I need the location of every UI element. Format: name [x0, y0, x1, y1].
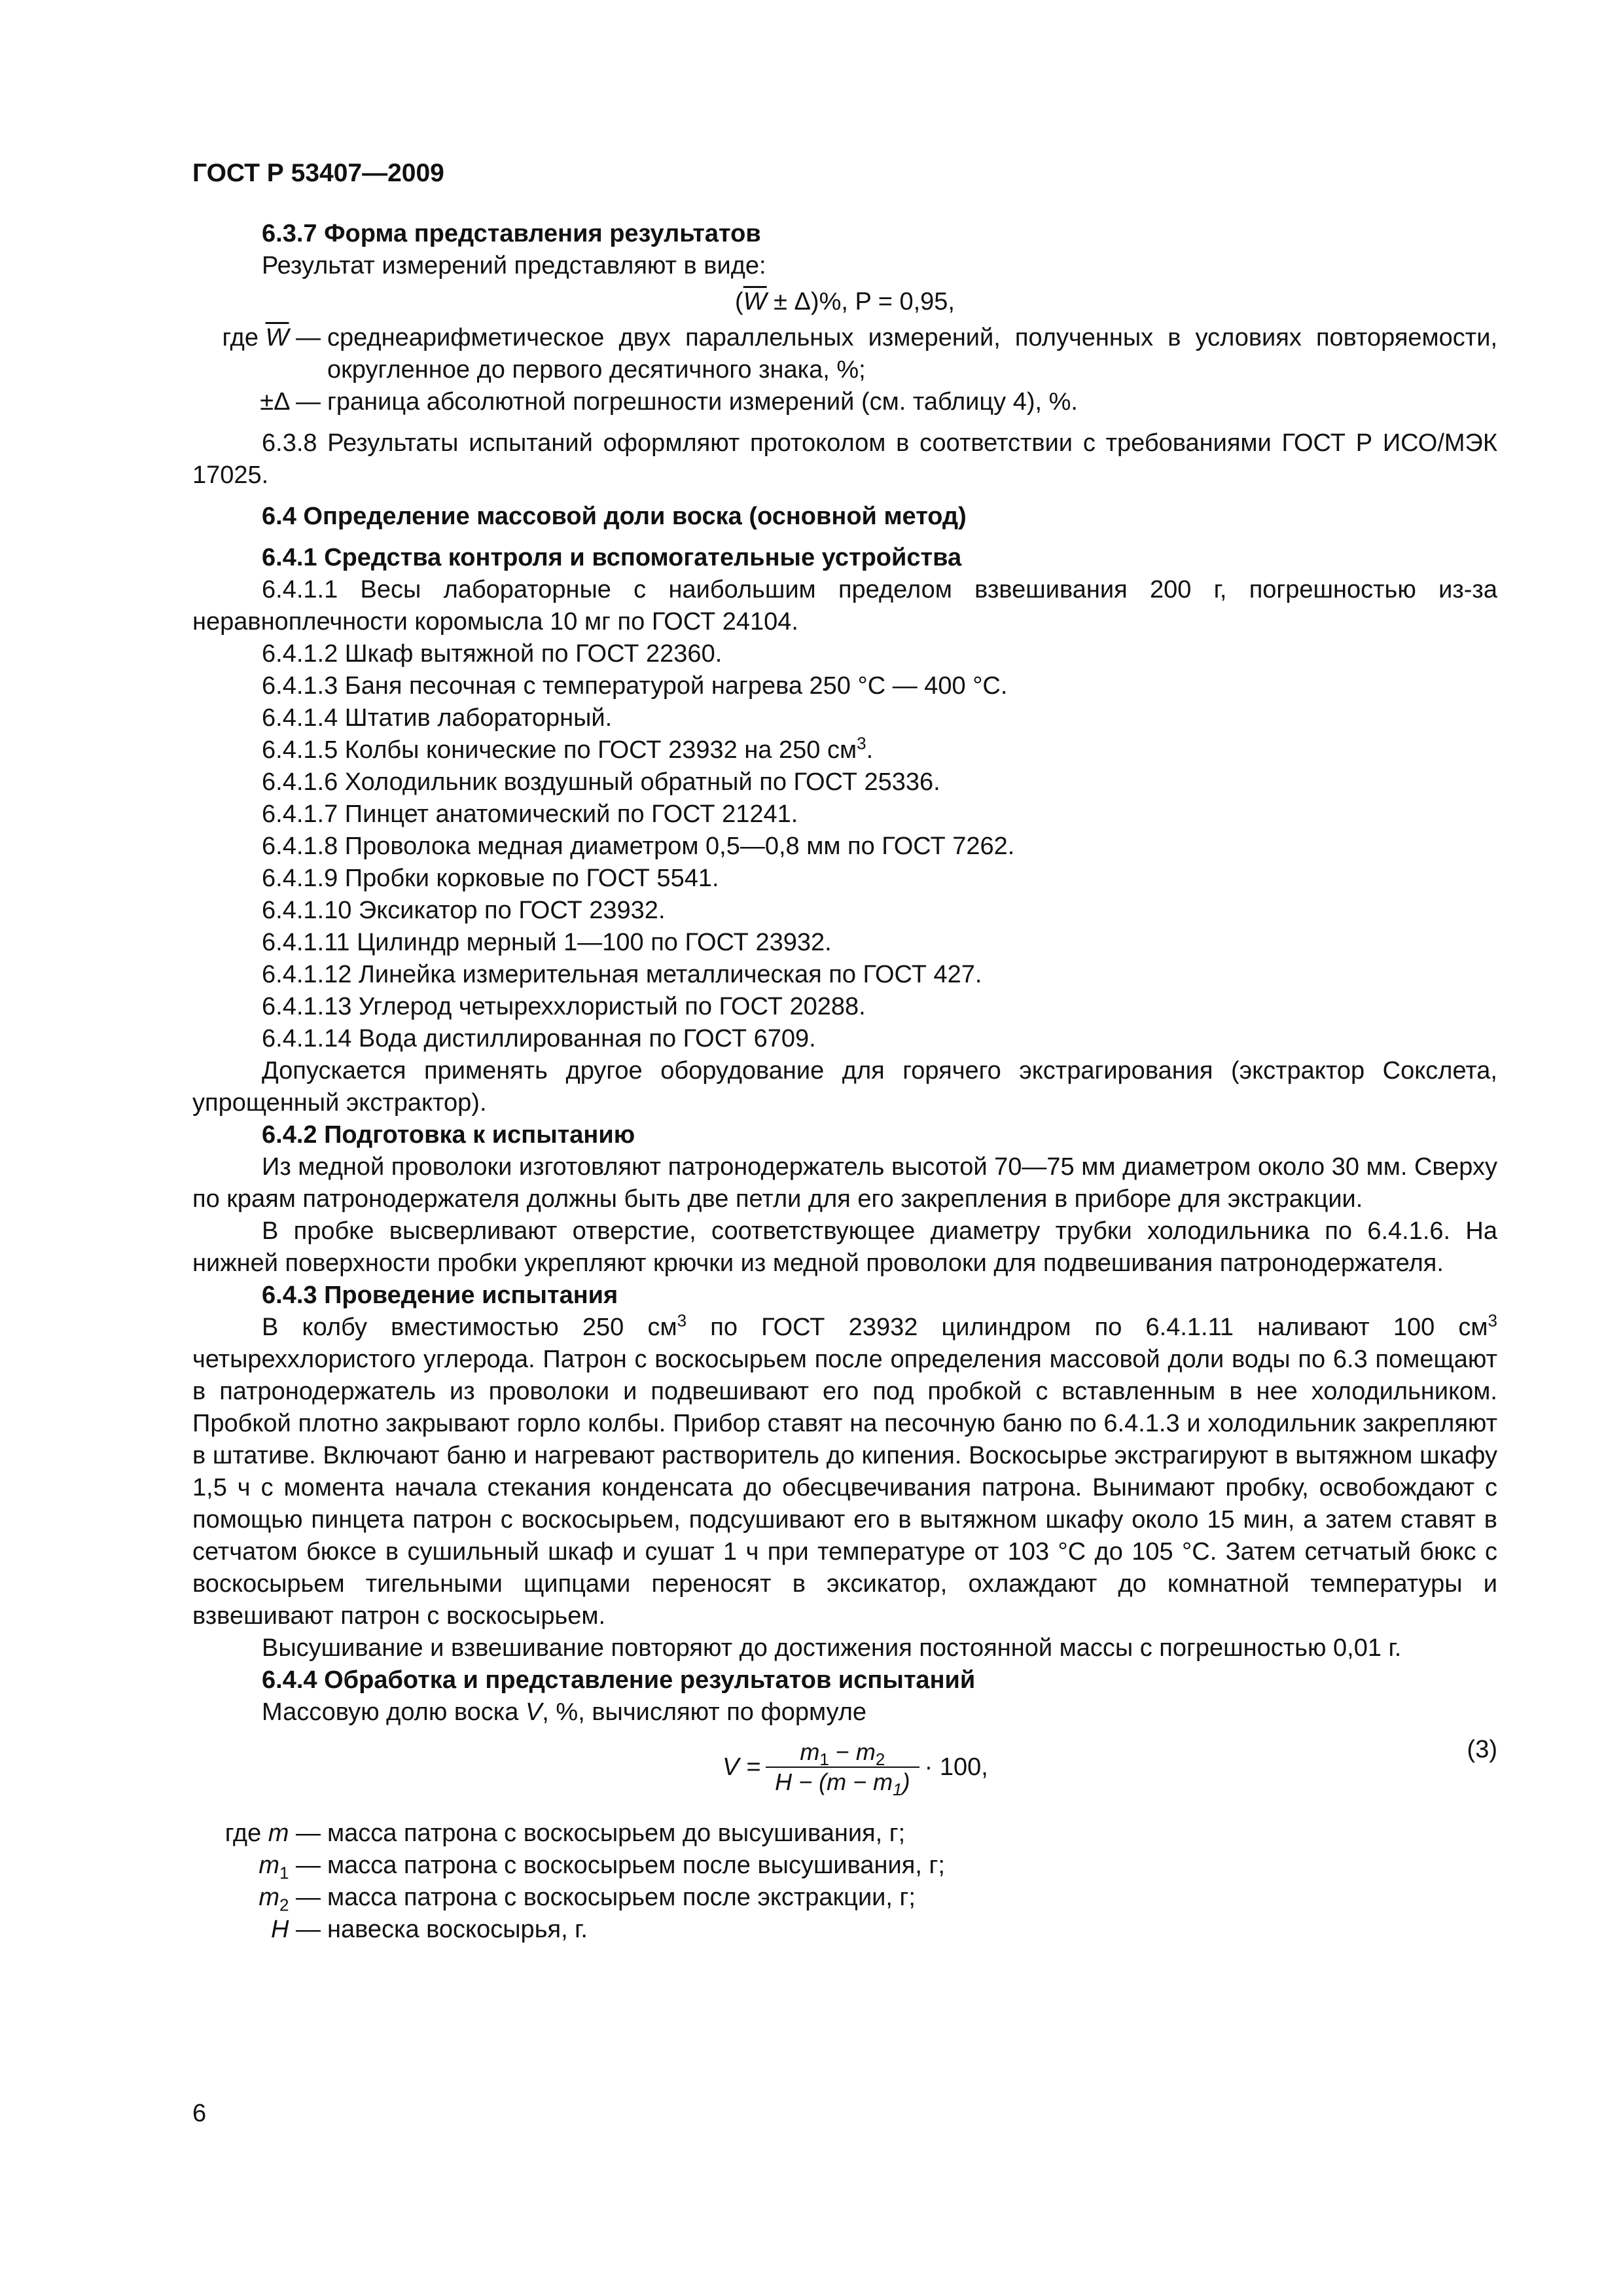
heading-6-4-2: 6.4.2 Подготовка к испытанию: [262, 1121, 635, 1149]
var-m: m: [855, 1738, 876, 1765]
results-intro: Результат измерений представляют в виде:: [262, 252, 766, 279]
superscript: 3: [677, 1310, 687, 1331]
list-item: 6.4.1.3 Баня песочная с температурой нагрева 250 °С — 400 °С.: [262, 672, 1008, 700]
formula-rest: ± Δ)%, P = 0,95,: [774, 288, 955, 315]
list-item: 6.4.1.13 Углерод четыреххлористый по ГОСТ 20288.: [262, 993, 866, 1020]
result-definitions: [192, 322, 1497, 418]
definition-term: ±Δ —: [260, 388, 321, 416]
term-prefix: где: [222, 324, 266, 351]
heading-6-4-4: 6.4.4 Обработка и представление результатов испытаний: [262, 1666, 976, 1694]
formula-open-paren: (: [735, 288, 743, 315]
equation-number: (3): [1467, 1736, 1497, 1763]
formula-tail: · 100,: [924, 1753, 988, 1781]
list-item: 6.4.1.1 Весы лабораторные с наибольшим пределом взвешивания 200 г, погрешностью из-за неравноплечности коромысла 10 мг по ГОСТ 24104.: [192, 576, 1497, 636]
definition-text: навеска воскосырья, г.: [327, 1916, 588, 1943]
subscript: 1: [893, 1780, 902, 1800]
formula-intro: [192, 1696, 1497, 1729]
definition-term: $m_2$ —: [259, 1884, 321, 1915]
item-text: 6.4.1.5 Колбы конические по ГОСТ 23932 на 250 см: [262, 736, 857, 764]
den-text: H − (m − m: [775, 1768, 893, 1795]
paragraph-6-3-8: 6.3.8 Результаты испытаний оформляют протоколом в соответствии с требованиями ГОСТ Р ИСО/МЭК 17025.: [192, 429, 1497, 489]
paragraph: Высушивание и взвешивание повторяют до достижения постоянной массы с погрешностью 0,01 г.: [262, 1634, 1402, 1662]
formula-lhs: V =: [722, 1753, 761, 1781]
text-run: В колбу вместимостью 250 см: [262, 1314, 677, 1341]
list-item: 6.4.1.7 Пинцет анатомический по ГОСТ 21241.: [262, 800, 798, 828]
variable: V: [525, 1698, 543, 1726]
document-page: [192, 157, 1497, 1946]
definition-term: H —: [270, 1916, 321, 1943]
definition-term: где m —: [224, 1820, 321, 1847]
definition-row: [192, 1818, 1497, 1850]
heading-6-4-1: 6.4.1 Средства контроля и вспомогательные устройства: [262, 544, 962, 571]
formula-w-bar: $\overline{W}$: [743, 288, 767, 315]
superscript: 3: [1488, 1310, 1497, 1331]
paragraph: В пробке высверливают отверстие, соответствующее диаметру трубки холодильника по 6.4.1.6. На нижней поверхности пробки укрепляют крючки из медной проволоки для подвешивания патронодержателя.: [192, 1217, 1497, 1277]
definition-row: [192, 1914, 1497, 1946]
list-item: 6.4.1.8 Проволока медная диаметром 0,5—0,8 мм по ГОСТ 7262.: [262, 833, 1015, 860]
den-close: ): [902, 1768, 910, 1795]
heading-6-4: 6.4 Определение массовой доли воска (основной метод): [262, 503, 967, 530]
definition-row: [192, 386, 1497, 418]
definition-text: масса патрона с воскосырьем до высушивания, г;: [327, 1820, 906, 1847]
result-formula: [192, 286, 1497, 318]
text-run: по ГОСТ 23932 цилиндром по 6.4.1.11 наливают 100 см: [687, 1314, 1488, 1341]
list-item: 6.4.1.6 Холодильник воздушный обратный по ГОСТ 25336.: [262, 768, 940, 796]
list-item: [192, 734, 1497, 766]
list-item: 6.4.1.4 Штатив лабораторный.: [262, 704, 613, 732]
fraction: [766, 1738, 919, 1800]
list-item: 6.4.1.11 Цилиндр мерный 1—100 по ГОСТ 23932.: [262, 929, 832, 956]
definition-text: среднеарифметическое двух параллельных измерений, полученных в условиях повторяемости, округленное до первого десятичного знака, %;: [327, 324, 1497, 384]
definition-text: масса патрона с воскосырьем после экстракции, г;: [327, 1884, 916, 1911]
heading-6-4-3: 6.4.3 Проведение испытания: [262, 1282, 618, 1309]
text-run: , %, вычисляют по формуле: [542, 1698, 867, 1726]
definition-text: граница абсолютной погрешности измерений (см. таблицу 4), %.: [327, 388, 1078, 416]
term-dash: —: [289, 324, 321, 351]
paragraph: Из медной проволоки изготовляют патронодержатель высотой 70—75 мм диаметром около 30 мм. Сверху по краям патронодержателя должны быть две петли для его закрепления в приборе для экстракции.: [192, 1153, 1497, 1213]
list-item: 6.4.1.12 Линейка измерительная металлическая по ГОСТ 427.: [262, 961, 982, 988]
paragraph: [192, 1312, 1497, 1632]
heading-6-3-7: 6.3.7 Форма представления результатов: [262, 220, 761, 247]
definition-term: $m_1$ —: [259, 1852, 321, 1883]
definition-row: [192, 1882, 1497, 1914]
subscript: 2: [875, 1749, 885, 1770]
page-number: 6: [192, 2100, 207, 2127]
wax-formula: [722, 1738, 988, 1800]
list-item: 6.4.1.10 Эксикатор по ГОСТ 23932.: [262, 897, 666, 924]
fraction-denominator: [766, 1767, 919, 1800]
document-id: ГОСТ Р 53407—2009: [192, 159, 444, 187]
definition-row: [192, 322, 1497, 386]
wax-formula-row: [192, 1734, 1497, 1806]
equipment-note: Допускается применять другое оборудование для горячего экстрагирования (экстрактор Сокслета, упрощенный экстрактор).: [192, 1057, 1497, 1117]
definition-term: [192, 322, 327, 386]
formula-definitions: [192, 1818, 1497, 1946]
list-item: 6.4.1.2 Шкаф вытяжной по ГОСТ 22360.: [262, 640, 722, 668]
var-m: m: [800, 1738, 820, 1765]
subscript: 1: [819, 1749, 829, 1770]
text-run: Массовую долю воска: [262, 1698, 526, 1726]
list-item: 6.4.1.9 Пробки корковые по ГОСТ 5541.: [262, 865, 719, 892]
term-variable: $\overline{W}$: [265, 324, 289, 351]
fraction-numerator: [791, 1738, 894, 1770]
definition-text: масса патрона с воскосырьем после высушивания, г;: [327, 1852, 945, 1879]
minus: −: [829, 1738, 856, 1765]
item-end: .: [866, 736, 874, 764]
list-item: 6.4.1.14 Вода дистиллированная по ГОСТ 6709.: [262, 1025, 816, 1052]
text-run: четыреххлористого углерода. Патрон с воскосырьем после определения массовой доли воды по 6.3 помещают в патронодержатель из проволоки и подвешивают его под пробкой с вставленным в нее холодильником. Пробкой плотно закрывают горло колбы. Прибор ставят на песочную баню по 6.4.1.3 и холодильник закрепляют в штативе. Включают баню и нагревают растворитель до кипения. Воскосырье экстрагируют в вытяжном шкафу 1,5 ч с момента начала стекания конденсата до обесцвечивания патрона. Вынимают пробку, освобождают с помощью пинцета патрон с воскосырьем, подсушивают его в вытяжном шкафу около 15 мин, а затем ставят в сетчатом бюксе в сушильный шкаф и сушат 1 ч при температуре от 103 °С до 105 °С. Затем сетчатый бюкс с воскосырьем тигельными щипцами переносят в эксикатор, охлаждают до комнатной температуры и взвешивают патрон с воскосырьем.: [192, 1346, 1497, 1630]
superscript: 3: [857, 733, 866, 753]
definition-row: [192, 1850, 1497, 1882]
